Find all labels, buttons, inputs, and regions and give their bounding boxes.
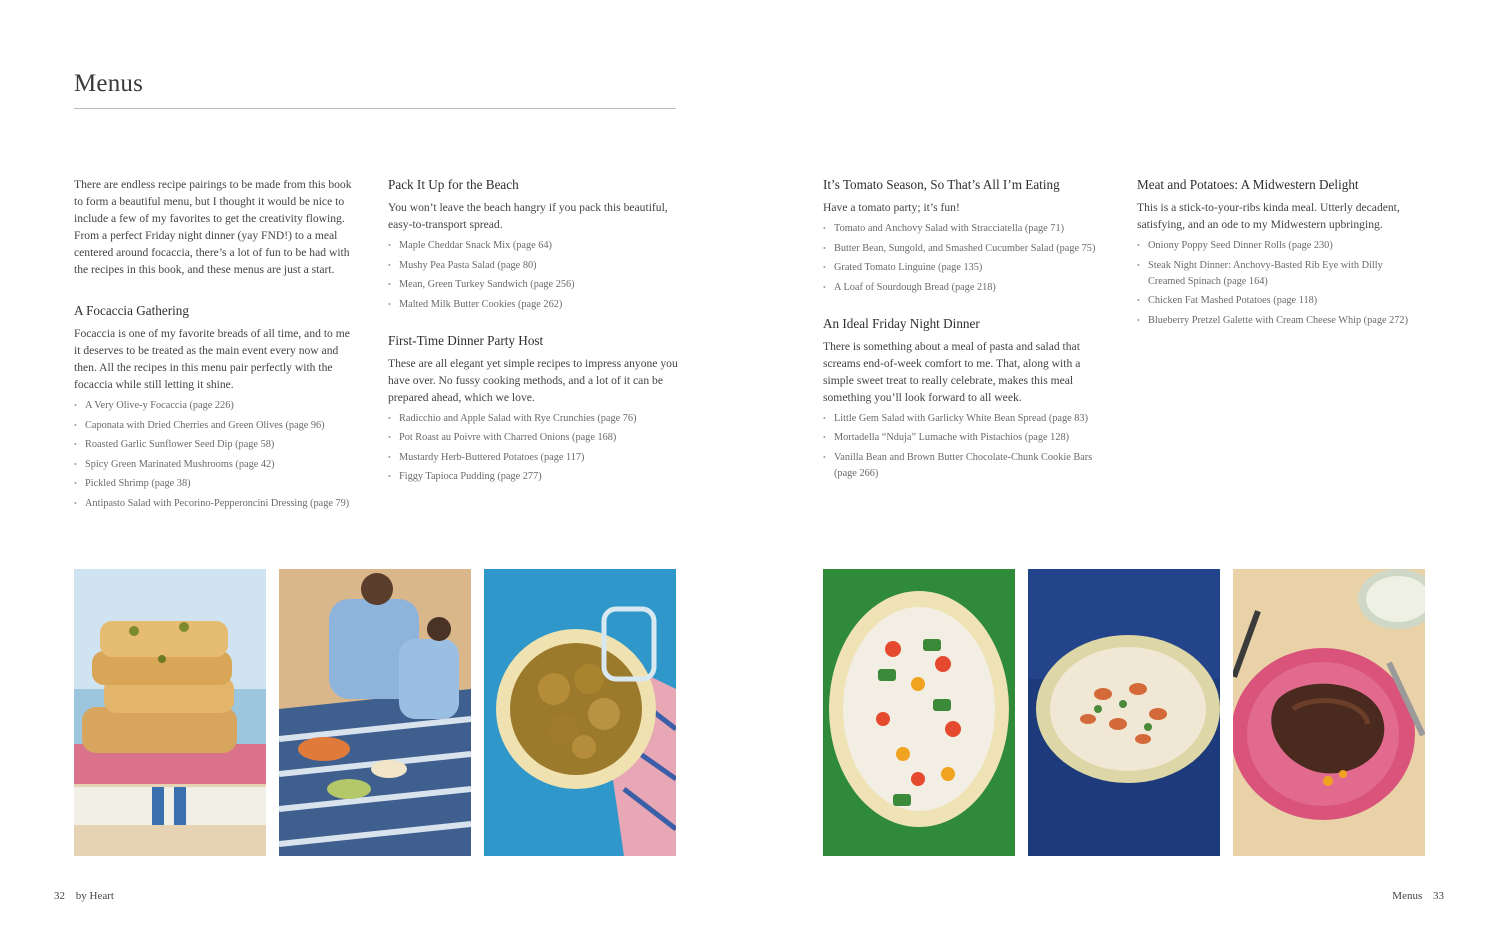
intro-paragraph: There are endless recipe pairings to be made from this book to form a beautiful menu, but I thought it would be nice to include a few of my favorites to get the creativity flowing. From a perfect Friday night dinner (yay FND!) to a meal centered around focaccia, there’s a lot of fun to be had with the recipes in this book, and these menus are just a start. [74,178,352,276]
list-item: • Grated Tomato Linguine (page 135) [823,260,1105,276]
menu-item-list [388,411,678,486]
menu-title: An Ideal Friday Night Dinner [823,315,980,331]
list-item: • Maple Cheddar Snack Mix (page 64) [388,238,678,254]
page-title: Menus [74,70,144,97]
list-item: • Roasted Garlic Sunflower Seed Dip (page 58) [74,437,356,453]
menu-title: First-Time Dinner Party Host [388,332,544,348]
list-item: • Vanilla Bean and Brown Butter Chocolate-Chunk Cookie Bars (page 266) [823,450,1105,482]
menu-dinner-party-host [388,332,678,486]
list-item: • Malted Milk Butter Cookies (page 262) [388,297,678,313]
list-item: • Butter Bean, Sungold, and Smashed Cucumber Salad (page 75) [823,241,1105,257]
list-item: • Chicken Fat Mashed Potatoes (page 118) [1137,293,1419,309]
column-1 [74,176,356,515]
menu-focaccia-gathering [74,302,356,512]
left-footer [54,890,114,902]
list-item: • A Very Olive-y Focaccia (page 226) [74,398,356,414]
menu-item-list [388,238,678,313]
fried-snack-bowl-photo [484,569,676,856]
list-item: • Blueberry Pretzel Galette with Cream Cheese Whip (page 272) [1137,313,1419,329]
page-number: 33 [1433,890,1444,902]
column-2 [388,176,678,489]
list-item: • Mortadella “Nduja” Lumache with Pistachios (page 128) [823,430,1105,446]
menu-title: Meat and Potatoes: A Midwestern Delight [1137,177,1359,192]
list-item: • Antipasto Salad with Pecorino-Pepperoncini Dressing (page 79) [74,496,356,512]
pasta-bowl-photo [1028,569,1220,856]
column-3 [823,176,1105,485]
menu-description: There is something about a meal of pasta and salad that screams end-of-week comfort to me. That, along with a simple sweet treat to really celebrate, makes this meal something you’ll look forward to all week. [823,339,1081,404]
menu-item-list [823,221,1105,296]
list-item: • Figgy Tapioca Pudding (page 277) [388,469,678,485]
list-item: • Tomato and Anchovy Salad with Stracciatella (page 71) [823,221,1105,237]
menu-item-list [1137,238,1419,329]
menu-description: Have a tomato party; it’s fun! [823,201,960,214]
focaccia-stack-photo [74,569,266,856]
list-item: • Caponata with Dried Cherries and Green Olives (page 96) [74,418,356,434]
menu-beach [388,176,678,313]
list-item: • Mushy Pea Pasta Salad (page 80) [388,258,678,274]
menu-description: You won’t leave the beach hangry if you pack this beautiful, easy-to-transport spread. [388,201,668,231]
list-item: • Steak Night Dinner: Anchovy-Basted Rib Eye with Dilly Creamed Spinach (page 164) [1137,258,1419,290]
menu-title: A Focaccia Gathering [74,303,189,318]
running-head: by Heart [75,890,114,902]
page-number: 32 [54,890,65,902]
menu-description: This is a stick-to-your-ribs kinda meal. Utterly decadent, satisfying, and an ode to my Midwestern upbringing. [1137,201,1400,231]
list-item: • Oniony Poppy Seed Dinner Rolls (page 230) [1137,238,1419,254]
list-item: • Spicy Green Marinated Mushrooms (page 42) [74,457,356,473]
list-item: • Mean, Green Turkey Sandwich (page 256) [388,277,678,293]
list-item: • Pickled Shrimp (page 38) [74,476,356,492]
bean-tomato-salad-photo [823,569,1015,856]
list-item: • Mustardy Herb-Buttered Potatoes (page 117) [388,450,678,466]
menu-title: Pack It Up for the Beach [388,177,519,192]
menu-item-list [74,398,356,512]
menu-title: It’s Tomato Season, So That’s All I’m Eating [823,177,1060,192]
beach-picnic-photo [279,569,471,856]
title-divider [74,108,676,109]
list-item: • A Loaf of Sourdough Bread (page 218) [823,280,1105,296]
list-item: • Radicchio and Apple Salad with Rye Crunchies (page 76) [388,411,678,427]
running-head: Menus [1392,890,1423,902]
steak-plate-photo [1233,569,1425,856]
list-item: • Pot Roast au Poivre with Charred Onions (page 168) [388,430,678,446]
menu-description: Focaccia is one of my favorite breads of all time, and to me it deserves to be treated as the main event every now and then. All the recipes in this menu pair perfectly with the focaccia while still letting it shine. [74,327,350,391]
list-item: • Little Gem Salad with Garlicky White Bean Spread (page 83) [823,411,1105,427]
column-4 [1137,176,1419,332]
menu-tomato-season [823,176,1105,296]
menu-description: These are all elegant yet simple recipes to impress anyone you have over. No fussy cooking methods, and a lot of it can be prepared ahead, which we love. [388,356,678,404]
right-footer [1392,890,1444,902]
menu-friday-night-dinner [823,315,1105,482]
menu-meat-and-potatoes [1137,176,1419,329]
menu-item-list [823,411,1105,482]
